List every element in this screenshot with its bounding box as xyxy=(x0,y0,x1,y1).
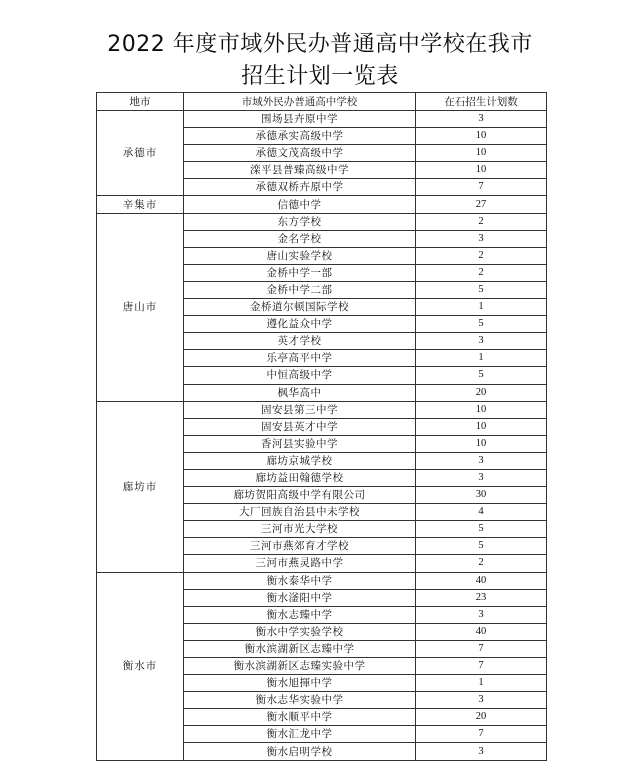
count-cell: 3 xyxy=(416,230,547,247)
count-cell: 7 xyxy=(416,726,547,743)
school-cell: 衡水汇龙中学 xyxy=(184,726,416,743)
count-cell: 5 xyxy=(416,316,547,333)
count-cell: 3 xyxy=(416,469,547,486)
school-cell: 东方学校 xyxy=(184,213,416,230)
count-cell: 2 xyxy=(416,555,547,572)
school-cell: 承德双桥卉原中学 xyxy=(184,179,416,196)
count-cell: 20 xyxy=(416,384,547,401)
header-count: 在石招生计划数 xyxy=(416,93,547,111)
city-cell: 唐山市 xyxy=(97,213,184,401)
count-cell: 7 xyxy=(416,179,547,196)
count-cell: 2 xyxy=(416,264,547,281)
school-cell: 信德中学 xyxy=(184,196,416,213)
count-cell: 10 xyxy=(416,162,547,179)
school-cell: 衡水顺平中学 xyxy=(184,709,416,726)
school-cell: 固安县英才中学 xyxy=(184,418,416,435)
school-cell: 三河市光大学校 xyxy=(184,521,416,538)
school-cell: 围场县卉原中学 xyxy=(184,111,416,128)
header-city: 地市 xyxy=(97,93,184,111)
school-cell: 衡水滨湖新区志臻实验中学 xyxy=(184,658,416,675)
school-cell: 金桥道尔顿国际学校 xyxy=(184,299,416,316)
count-cell: 7 xyxy=(416,658,547,675)
school-cell: 大厂回族自治县中未学校 xyxy=(184,504,416,521)
school-cell: 滦平县普臻高级中学 xyxy=(184,162,416,179)
table-body xyxy=(97,111,547,761)
city-cell: 衡水市 xyxy=(97,572,184,760)
count-cell: 3 xyxy=(416,452,547,469)
school-cell: 衡水中学实验学校 xyxy=(184,623,416,640)
school-cell: 遵化益众中学 xyxy=(184,316,416,333)
school-cell: 金名学校 xyxy=(184,230,416,247)
school-cell: 英才学校 xyxy=(184,333,416,350)
school-cell: 枫华高中 xyxy=(184,384,416,401)
table-row xyxy=(97,196,547,213)
school-cell: 衡水滏阳中学 xyxy=(184,589,416,606)
count-cell: 1 xyxy=(416,299,547,316)
school-cell: 唐山实验学校 xyxy=(184,247,416,264)
enrollment-plan-table xyxy=(96,92,547,761)
table-row xyxy=(97,111,547,128)
city-cell: 辛集市 xyxy=(97,196,184,213)
count-cell: 2 xyxy=(416,213,547,230)
count-cell: 10 xyxy=(416,128,547,145)
count-cell: 3 xyxy=(416,111,547,128)
header-school: 市域外民办普通高中学校 xyxy=(184,93,416,111)
school-cell: 三河市燕灵路中学 xyxy=(184,555,416,572)
count-cell: 40 xyxy=(416,572,547,589)
school-cell: 中恒高级中学 xyxy=(184,367,416,384)
table-header-row xyxy=(97,93,547,111)
school-cell: 衡水滨湖新区志臻中学 xyxy=(184,640,416,657)
school-cell: 廊坊京城学校 xyxy=(184,452,416,469)
count-cell: 10 xyxy=(416,418,547,435)
count-cell: 4 xyxy=(416,504,547,521)
count-cell: 3 xyxy=(416,692,547,709)
count-cell: 3 xyxy=(416,743,547,760)
school-cell: 衡水志臻中学 xyxy=(184,606,416,623)
school-cell: 金桥中学一部 xyxy=(184,264,416,281)
count-cell: 23 xyxy=(416,589,547,606)
count-cell: 1 xyxy=(416,675,547,692)
count-cell: 5 xyxy=(416,538,547,555)
count-cell: 27 xyxy=(416,196,547,213)
table-row xyxy=(97,213,547,230)
count-cell: 3 xyxy=(416,606,547,623)
school-cell: 承德文茂高级中学 xyxy=(184,145,416,162)
count-cell: 3 xyxy=(416,333,547,350)
school-cell: 廊坊益田翰德学校 xyxy=(184,469,416,486)
count-cell: 40 xyxy=(416,623,547,640)
school-cell: 廊坊贺阳高级中学有限公司 xyxy=(184,487,416,504)
count-cell: 7 xyxy=(416,640,547,657)
count-cell: 5 xyxy=(416,367,547,384)
count-cell: 10 xyxy=(416,401,547,418)
city-cell: 承德市 xyxy=(97,111,184,196)
count-cell: 5 xyxy=(416,521,547,538)
count-cell: 1 xyxy=(416,350,547,367)
city-cell: 廊坊市 xyxy=(97,401,184,572)
table-row xyxy=(97,401,547,418)
document-title-line-2: 招生计划一览表 xyxy=(241,64,399,89)
school-cell: 乐亭高平中学 xyxy=(184,350,416,367)
school-cell: 衡水泰华中学 xyxy=(184,572,416,589)
table-row xyxy=(97,572,547,589)
count-cell: 5 xyxy=(416,281,547,298)
count-cell: 10 xyxy=(416,435,547,452)
school-cell: 香河县实验中学 xyxy=(184,435,416,452)
school-cell: 承德承实高级中学 xyxy=(184,128,416,145)
count-cell: 20 xyxy=(416,709,547,726)
count-cell: 10 xyxy=(416,145,547,162)
school-cell: 衡水旭揮中学 xyxy=(184,675,416,692)
document-title-line-1: 2022 年度市域外民办普通高中学校在我市 xyxy=(107,32,533,57)
school-cell: 衡水启明学校 xyxy=(184,743,416,760)
count-cell: 30 xyxy=(416,487,547,504)
school-cell: 衡水志华实验中学 xyxy=(184,692,416,709)
school-cell: 固安县第三中学 xyxy=(184,401,416,418)
school-cell: 金桥中学二部 xyxy=(184,281,416,298)
count-cell: 2 xyxy=(416,247,547,264)
school-cell: 三河市燕郊育才学校 xyxy=(184,538,416,555)
